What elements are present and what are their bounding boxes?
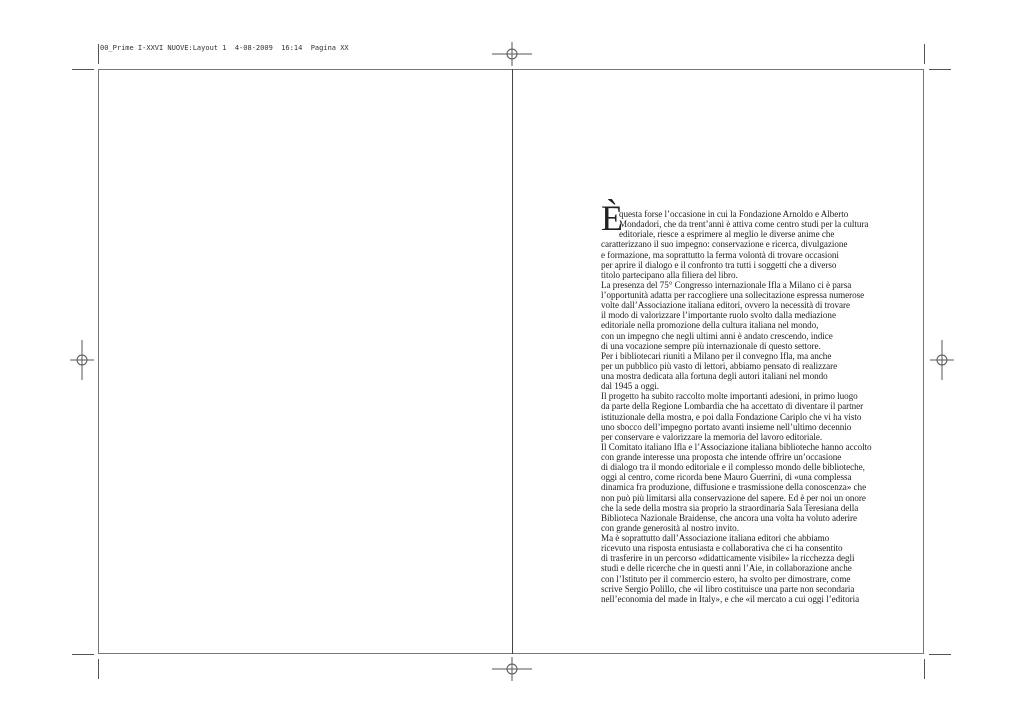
text-line: una mostra dedicata alla fortuna degli autori italiani nel mondo — [601, 371, 828, 381]
text-line: Il Comitato italiano Ifla e l’Associazione italiana biblioteche hanno accolto — [601, 441, 872, 452]
text-line: Per i bibliotecari riuniti a Milano per il convegno Ifla, ma anche — [601, 350, 832, 361]
text-line: La presenza del 75° Congresso internazionale Ifla a Milano ci è parsa — [601, 279, 852, 290]
text-line: con grande generosità al nostro invito. — [601, 522, 739, 533]
registration-mark-right-icon — [930, 340, 954, 380]
text-line: questa forse l’occasione in cui la Fondazione Arnoldo e Alberto — [619, 209, 849, 219]
text-line: per un pubblico più vasto di lettori, abbiamo pensato di realizzare — [601, 360, 838, 371]
crop-mark-top-left-v — [98, 44, 99, 64]
text-line: Biblioteca Nazionale Braidense, che ancora una volta ha voluto aderire — [601, 512, 857, 523]
text-line: e formazione, ma soprattutto la ferma volontà di trovare occasioni — [601, 249, 839, 260]
text-line: studi e delle ricerche che in questi anni l’Aie, in collaborazione anche — [601, 563, 852, 574]
text-line: il modo di valorizzare l’importante ruolo svolto dalla mediazione — [601, 310, 836, 321]
crop-mark-top-left-h — [72, 69, 94, 70]
text-line: da parte della Regione Lombardia che ha accettato di diventare il partner — [601, 401, 864, 412]
text-line: Ma è soprattutto dall’Associazione italiana editori che abbiamo — [601, 533, 830, 543]
crop-mark-top-right-h — [929, 69, 951, 70]
text-line: con grande interesse una proposta che intende offrire un’occasione — [601, 452, 842, 462]
crop-mark-bottom-left-h — [72, 654, 94, 655]
text-line: dal 1945 a oggi. — [601, 381, 659, 392]
drop-cap: È — [601, 198, 623, 238]
text-line: con un impegno che negli ultimi anni è andato crescendo, indice — [601, 330, 833, 341]
body-text-block — [601, 209, 901, 604]
text-line: volte dall’Associazione italiana editori, ovvero la necessità di trovare — [601, 300, 851, 311]
crop-mark-top-right-v — [924, 44, 925, 64]
text-line: di dialogo tra il mondo editoriale e il complesso mondo delle biblioteche, — [601, 462, 865, 473]
text-line: l’opportunità adatta per raccogliere una sollecitazione espressa numerose — [601, 290, 865, 300]
text-line: con l’Istituto per il commercio estero, ha svolto per dimostrare, come — [601, 573, 851, 584]
registration-mark-bottom-icon — [492, 657, 532, 681]
text-line: non può più limitarsi alla conservazione del sapere. Ed è per noi un onore — [601, 492, 866, 503]
text-line: editoriale nella promozione della cultura italiana nel mondo, — [601, 320, 819, 331]
text-line: scrive Sergio Polillo, che «il libro costituisce una parte non secondaria — [601, 583, 855, 594]
text-line: dinamica fra produzione, diffusione e trasmissione della conoscenza» che — [601, 482, 867, 493]
text-line: di una vocazione sempre più internazionale di questo settore. — [601, 340, 821, 351]
text-line: titolo partecipano alla filiera del libro. — [601, 269, 738, 280]
text-line: caratterizzano il suo impegno: conservazione e ricerca, divulgazione — [601, 239, 848, 250]
crop-mark-bottom-right-h — [929, 654, 951, 655]
text-line: nell’economia del made in Italy», e che «il mercato a cui oggi l’editoria — [601, 593, 860, 604]
text-line: Il progetto ha subito raccolto molte importanti adesioni, in primo luogo — [601, 391, 858, 402]
text-line: uno sbocco dell’impegno portato avanti insieme nell’ultimo decennio — [601, 421, 852, 432]
slug-line: 00_Prime I-XXVI NUOVE:Layout 1 4-08-2009 16:14 Pagina XX — [100, 44, 349, 52]
text-line: oggi al centro, come ricorda bene Mauro Guerrini, di «una complessa — [601, 472, 852, 483]
text-line: che la sede della mostra sia proprio la straordinaria Sala Teresiana della — [601, 502, 859, 513]
text-line: editoriale, riesce a esprimere al meglio le diverse anime che — [619, 229, 835, 240]
spine-line — [512, 69, 513, 654]
crop-mark-bottom-right-v — [924, 659, 925, 679]
text-line: per conservare e valorizzare la memoria del lavoro editoriale. — [601, 431, 823, 442]
registration-mark-top-icon — [492, 42, 532, 66]
text-line: ricevuto una risposta entusiasta e collaborativa che ci ha consentito — [601, 543, 843, 554]
text-line: istituzionale della mostra, e poi dalla Fondazione Cariplo che vi ha visto — [601, 411, 862, 422]
text-line: per aprire il dialogo e il confronto tra tutti i soggetti che a diverso — [601, 259, 837, 270]
crop-mark-bottom-left-v — [98, 659, 99, 679]
text-line: Mondadori, che da trent’anni è attiva come centro studi per la cultura — [619, 219, 869, 230]
text-line: di trasferire in un percorso «didatticamente visibile» la ricchezza degli — [601, 553, 855, 564]
registration-mark-left-icon — [70, 340, 94, 380]
